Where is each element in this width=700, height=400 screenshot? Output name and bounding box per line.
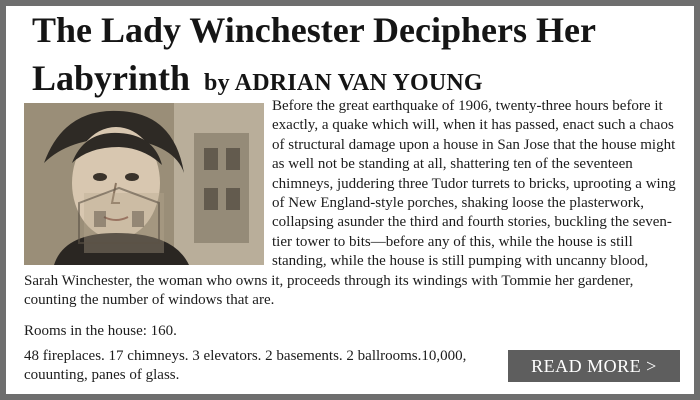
image-spacer [24,97,272,269]
house-details: 48 fireplaces. 17 chimneys. 3 elevators. 2 basements. 2 ballrooms.10,000, couunting, panes of glass. [24,348,467,384]
article-title: The Lady Winchester Deciphers Her Labyrinth [32,10,596,98]
rooms-count: Rooms in the house: 160. [24,323,177,339]
read-more-button[interactable]: READ MORE > [508,350,680,382]
article-byline: by ADRIAN VAN YOUNG [204,70,483,96]
article-body-text: Before the great earthquake of 1906, twenty-three hours before it exactly, a quake which will, when it has passed, enact such a chaos of structural damage upon a house in San Jose that the house might as well not be standing at all, shattering ten of the seventeen chimneys, juddering three Tudor turrets to bricks, uprooting a wing of New England-style porches, shaking loose the plasterwork, collapsing asunder the third and fourth stories, buckling the seven-tier tower to bits—before any of this, while the house is still standing, while the house is still pumping with uncanny blood, Sarah Winchester, the woman who owns it, proceeds through its windings with Tommie her gardener, counting the number of windows that are. [24,98,676,309]
article-title-block [32,6,682,107]
article-body [24,97,678,310]
